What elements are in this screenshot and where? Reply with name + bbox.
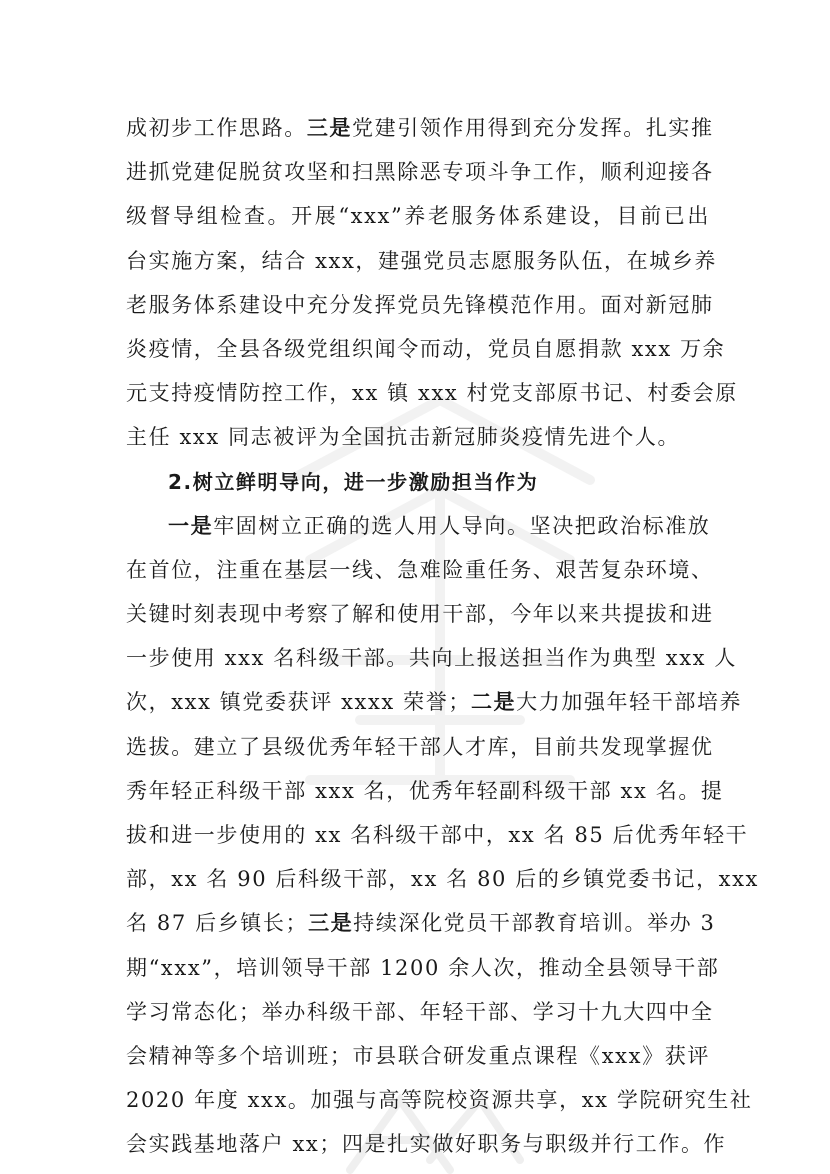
text-line: 期“xxx”，培训领导干部 1200 余人次，推动全县领导干部 <box>126 955 720 980</box>
text-line: 主任 xxx 同志被评为全国抗击新冠肺炎疫情先进个人。 <box>126 425 681 450</box>
text-line: 秀年轻正科级干部 xxx 名，优秀年轻副科级干部 xx 名。提 <box>126 778 724 803</box>
text-line: 进抓党建促脱贫攻坚和扫黑除恶专项斗争工作，顺利迎接各 <box>126 160 714 185</box>
text-line: 会实践基地落户 xx；四是扎实做好职务与职级并行工作。作 <box>126 1132 727 1157</box>
text-line <box>126 680 743 724</box>
text-line: 元支持疫情防控工作，xx 镇 xxx 村党支部原书记、村委会原 <box>126 381 738 406</box>
document-body <box>126 106 759 1167</box>
text-run: 成初步工作思路。 <box>126 116 307 140</box>
emphasis-label: 二是 <box>470 690 517 715</box>
text-run: 次，xxx 镇党委获评 xxxx 荣誉； <box>126 690 471 715</box>
text-line <box>126 106 714 150</box>
emphasis-label: 三是 <box>308 911 354 936</box>
text-line: 炎疫情，全县各级党组织闻令而动，党员自愿捐款 xxx 万余 <box>126 336 726 361</box>
text-run: 名 87 后乡镇长； <box>126 911 309 936</box>
text-line: 关键时刻表现中考察了解和使用干部，今年以来共提拔和进 <box>126 602 714 627</box>
text-run: 大力加强年轻干部培养 <box>516 690 743 715</box>
emphasis-label: 一是 <box>168 513 214 538</box>
paragraph-2 <box>126 504 759 1167</box>
text-line: 台实施方案，结合 xxx，建强党员志愿服务队伍，在城乡养 <box>126 248 718 273</box>
text-line: 会精神等多个培训班；市县联合研发重点课程《xxx》获评 <box>126 1043 710 1068</box>
text-run: 持续深化党员干部教育培训。举办 3 <box>353 911 716 936</box>
text-line: 老服务体系建设中充分发挥党员先锋模范作用。面对新冠肺 <box>126 292 714 317</box>
text-line: 部，xx 名 90 后科级干部，xx 名 80 后的乡镇党委书记，xxx <box>126 867 759 892</box>
text-run: 党建引领作用得到充分发挥。扎实推 <box>352 116 714 140</box>
text-line: 在首位，注重在基层一线、急难险重任务、艰苦复杂环境、 <box>126 557 714 582</box>
text-line: 级督导组检查。开展“xxx”养老服务体系建设，目前已出 <box>126 204 710 229</box>
paragraph-1 <box>126 106 738 460</box>
text-line: 选拔。建立了县级优秀年轻干部人才库，目前共发现掌握优 <box>126 734 714 759</box>
emphasis-label: 三是 <box>306 116 353 140</box>
text-run: 牢固树立正确的选人用人导向。坚决把政治标准放 <box>213 513 711 538</box>
text-line: 学习常态化；举办科级干部、年轻干部、学习十九大四中全 <box>126 999 714 1024</box>
text-line <box>126 901 716 945</box>
text-line: 2020 年度 xxx。加强与高等院校资源共享，xx 学院研究生社 <box>126 1088 753 1113</box>
section-heading: 2.树立鲜明导向，进一步激励担当作为 <box>168 469 539 494</box>
text-line: 一步使用 xxx 名科级干部。共向上报送担当作为典型 xxx 人 <box>126 646 737 671</box>
text-line: 拔和进一步使用的 xx 名科级干部中，xx 名 85 后优秀年轻干 <box>126 823 749 847</box>
text-line <box>126 504 710 548</box>
